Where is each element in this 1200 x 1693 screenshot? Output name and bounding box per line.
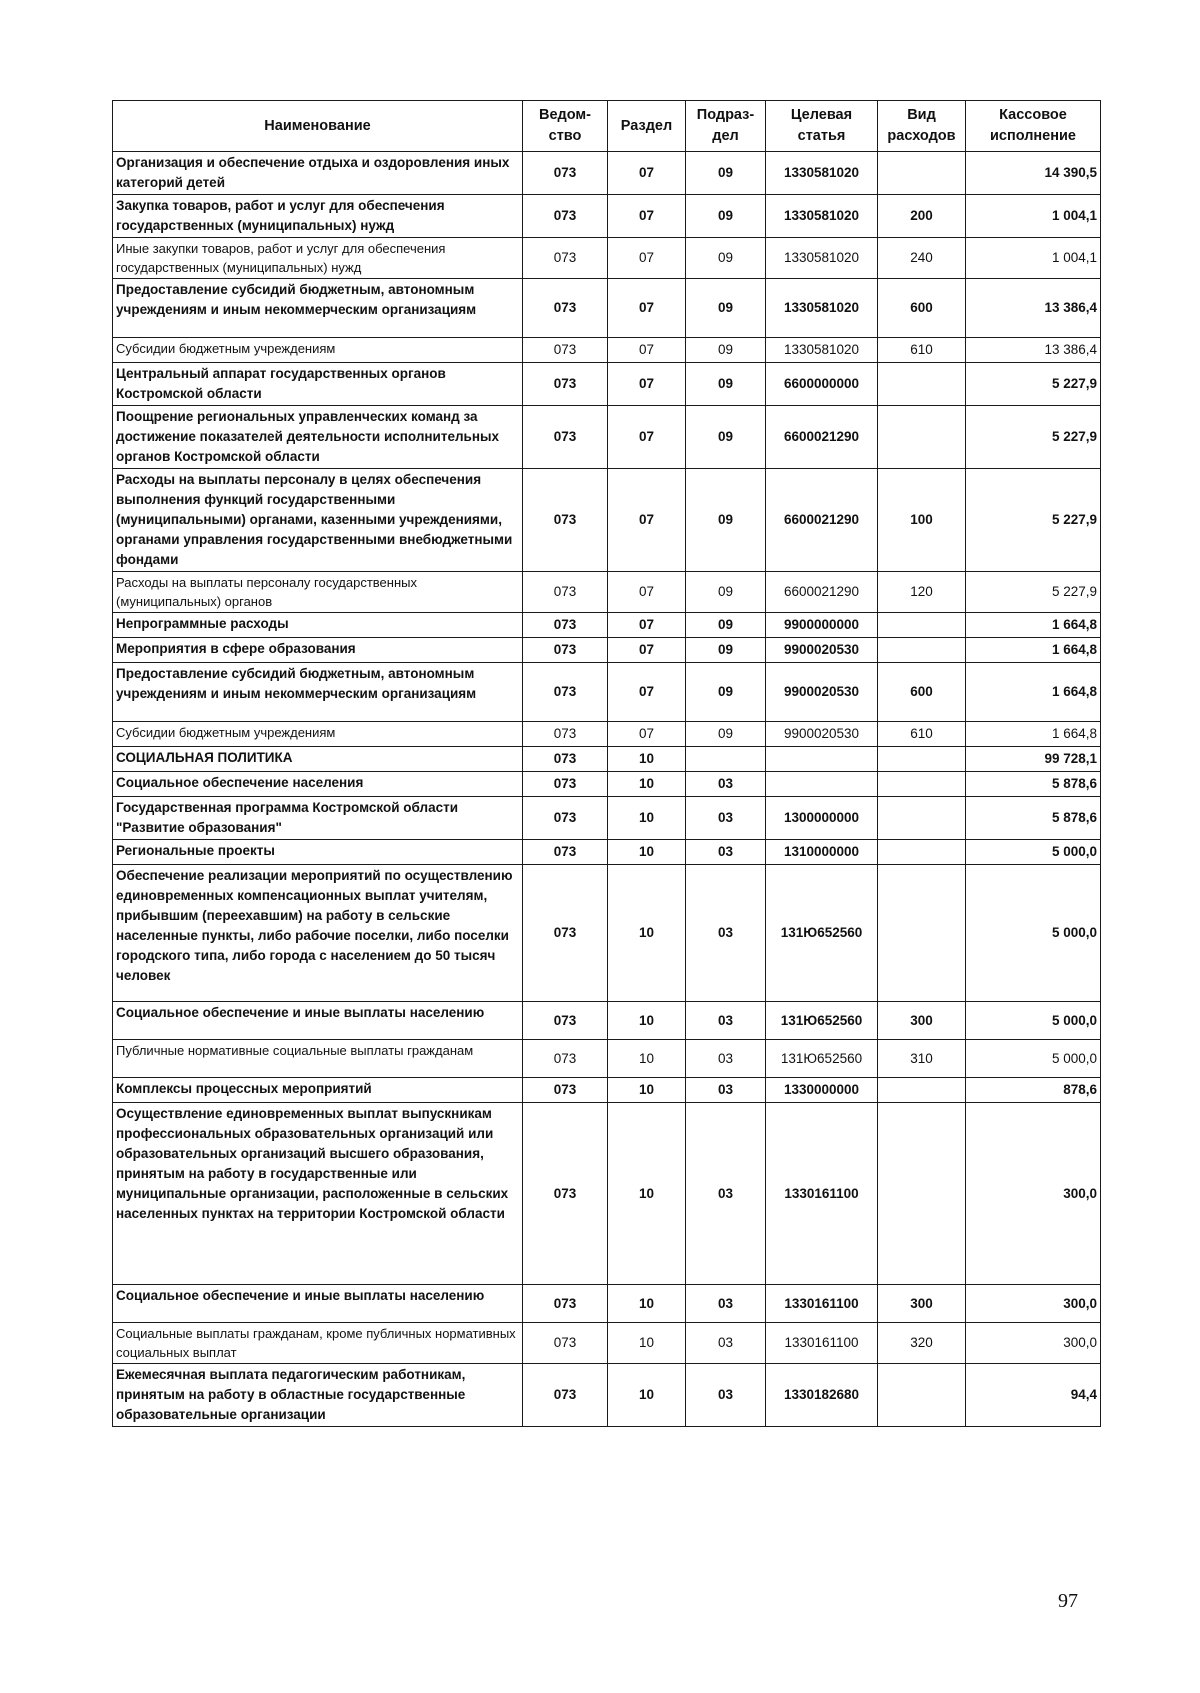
table-row [113,1364,1101,1427]
row-section-cell: 07 [608,638,686,663]
row-expense-type-cell [878,406,966,469]
row-subsection-cell: 09 [686,613,766,638]
row-target-article-cell: 6600021290 [766,469,878,572]
row-execution-cell: 5 227,9 [966,572,1101,613]
table-row [113,638,1101,663]
row-subsection-cell: 09 [686,363,766,406]
table-row [113,572,1101,613]
table-row [113,279,1101,338]
row-expense-type-cell: 100 [878,469,966,572]
row-section-cell: 07 [608,152,686,195]
row-department-cell: 073 [523,238,608,279]
table-row [113,840,1101,865]
table-row [113,747,1101,772]
row-target-article-cell [766,747,878,772]
row-execution-cell: 5 000,0 [966,1002,1101,1040]
row-expense-type-cell: 240 [878,238,966,279]
row-department-cell: 073 [523,1002,608,1040]
row-subsection-cell: 09 [686,338,766,363]
row-target-article-cell: 1330161100 [766,1285,878,1323]
row-execution-cell: 5 227,9 [966,363,1101,406]
row-department-cell: 073 [523,279,608,338]
row-expense-type-cell [878,1364,966,1427]
header-execution: Кассовое исполнение [966,101,1101,152]
row-target-article-cell: 1330000000 [766,1078,878,1103]
row-expense-type-cell [878,152,966,195]
row-section-cell: 10 [608,747,686,772]
row-target-article-cell: 131Ю652560 [766,865,878,1002]
row-target-article-cell: 1330581020 [766,338,878,363]
page-number: 97 [1058,1590,1078,1612]
row-subsection-cell: 03 [686,1323,766,1364]
row-expense-type-cell [878,865,966,1002]
row-name-cell: СОЦИАЛЬНАЯ ПОЛИТИКА [113,747,523,772]
row-department-cell: 073 [523,1040,608,1078]
row-section-cell: 10 [608,1040,686,1078]
row-expense-type-cell [878,1078,966,1103]
row-target-article-cell: 1330581020 [766,279,878,338]
row-section-cell: 07 [608,722,686,747]
row-subsection-cell: 09 [686,722,766,747]
table-row [113,1002,1101,1040]
row-name-cell: Социальное обеспечение и иные выплаты населению [113,1285,523,1323]
row-expense-type-cell [878,797,966,840]
row-target-article-cell [766,772,878,797]
row-execution-cell: 878,6 [966,1078,1101,1103]
row-expense-type-cell: 300 [878,1285,966,1323]
row-target-article-cell: 1330182680 [766,1364,878,1427]
row-section-cell: 07 [608,663,686,722]
row-execution-cell: 5 878,6 [966,797,1101,840]
row-execution-cell: 5 227,9 [966,469,1101,572]
row-department-cell: 073 [523,195,608,238]
row-subsection-cell: 09 [686,663,766,722]
row-department-cell: 073 [523,613,608,638]
row-department-cell: 073 [523,1364,608,1427]
table-row [113,195,1101,238]
row-execution-cell: 1 664,8 [966,722,1101,747]
row-section-cell: 10 [608,1078,686,1103]
row-section-cell: 10 [608,865,686,1002]
row-subsection-cell: 03 [686,1103,766,1285]
row-name-cell: Государственная программа Костромской области "Развитие образования" [113,797,523,840]
row-expense-type-cell: 610 [878,722,966,747]
row-execution-cell: 1 664,8 [966,613,1101,638]
row-target-article-cell: 1330161100 [766,1323,878,1364]
table-row [113,1103,1101,1285]
row-subsection-cell: 03 [686,797,766,840]
row-expense-type-cell: 600 [878,663,966,722]
row-department-cell: 073 [523,722,608,747]
row-expense-type-cell [878,613,966,638]
row-section-cell: 10 [608,772,686,797]
row-execution-cell: 13 386,4 [966,279,1101,338]
row-name-cell: Публичные нормативные социальные выплаты гражданам [113,1040,523,1078]
row-section-cell: 07 [608,572,686,613]
row-department-cell: 073 [523,572,608,613]
row-target-article-cell: 6600000000 [766,363,878,406]
row-name-cell: Центральный аппарат государственных органов Костромской области [113,363,523,406]
row-target-article-cell: 1310000000 [766,840,878,865]
table-body [113,152,1101,1427]
row-execution-cell: 5 000,0 [966,1040,1101,1078]
header-section: Раздел [608,101,686,152]
row-name-cell: Социальное обеспечение населения [113,772,523,797]
row-target-article-cell: 1330581020 [766,152,878,195]
row-department-cell: 073 [523,840,608,865]
row-expense-type-cell [878,772,966,797]
header-subsection: Подраз- дел [686,101,766,152]
row-department-cell: 073 [523,152,608,195]
row-name-cell: Комплексы процессных мероприятий [113,1078,523,1103]
row-expense-type-cell: 610 [878,338,966,363]
row-name-cell: Предоставление субсидий бюджетным, автономным учреждениям и иным некоммерческим организациям [113,663,523,722]
row-subsection-cell: 03 [686,1285,766,1323]
row-target-article-cell: 9900020530 [766,638,878,663]
row-name-cell: Организация и обеспечение отдыха и оздоровления иных категорий детей [113,152,523,195]
table-row [113,152,1101,195]
row-execution-cell: 13 386,4 [966,338,1101,363]
table-row [113,469,1101,572]
table-row [113,363,1101,406]
row-execution-cell: 300,0 [966,1103,1101,1285]
table-row [113,1323,1101,1364]
row-department-cell: 073 [523,747,608,772]
header-expense-type: Вид расходов [878,101,966,152]
row-section-cell: 07 [608,238,686,279]
row-department-cell: 073 [523,797,608,840]
row-expense-type-cell: 300 [878,1002,966,1040]
row-section-cell: 07 [608,279,686,338]
row-name-cell: Расходы на выплаты персоналу государственных (муниципальных) органов [113,572,523,613]
row-target-article-cell: 6600021290 [766,406,878,469]
row-execution-cell: 5 227,9 [966,406,1101,469]
row-department-cell: 073 [523,772,608,797]
row-department-cell: 073 [523,638,608,663]
row-expense-type-cell [878,840,966,865]
row-name-cell: Обеспечение реализации мероприятий по осуществлению единовременных компенсационных выплат учителям, прибывшим (переехавшим) на работу в сельские населенные пункты, либо рабочие поселки, либо поселки городского типа, либо города с населением до 50 тысяч человек [113,865,523,1002]
row-department-cell: 073 [523,406,608,469]
row-subsection-cell: 09 [686,572,766,613]
row-section-cell: 10 [608,1103,686,1285]
row-expense-type-cell [878,747,966,772]
table-row [113,406,1101,469]
row-expense-type-cell [878,638,966,663]
row-subsection-cell: 03 [686,1040,766,1078]
row-target-article-cell: 131Ю652560 [766,1002,878,1040]
row-section-cell: 10 [608,1002,686,1040]
row-section-cell: 10 [608,840,686,865]
row-expense-type-cell [878,1103,966,1285]
row-department-cell: 073 [523,1103,608,1285]
row-name-cell: Ежемесячная выплата педагогическим работникам, принятым на работу в областные государственные образовательные организации [113,1364,523,1427]
row-name-cell: Региональные проекты [113,840,523,865]
row-subsection-cell: 03 [686,840,766,865]
row-execution-cell: 99 728,1 [966,747,1101,772]
table-row [113,613,1101,638]
row-expense-type-cell: 200 [878,195,966,238]
row-name-cell: Иные закупки товаров, работ и услуг для обеспечения государственных (муниципальных) нужд [113,238,523,279]
row-subsection-cell: 03 [686,1364,766,1427]
table-header-row [113,101,1101,152]
row-name-cell: Мероприятия в сфере образования [113,638,523,663]
row-department-cell: 073 [523,338,608,363]
row-name-cell: Закупка товаров, работ и услуг для обеспечения государственных (муниципальных) нужд [113,195,523,238]
header-name: Наименование [113,101,523,152]
row-name-cell: Субсидии бюджетным учреждениям [113,338,523,363]
row-expense-type-cell: 600 [878,279,966,338]
row-department-cell: 073 [523,469,608,572]
row-section-cell: 07 [608,469,686,572]
row-department-cell: 073 [523,865,608,1002]
row-execution-cell: 300,0 [966,1323,1101,1364]
row-subsection-cell: 09 [686,469,766,572]
row-subsection-cell: 09 [686,279,766,338]
row-department-cell: 073 [523,363,608,406]
row-subsection-cell: 03 [686,1002,766,1040]
row-expense-type-cell [878,363,966,406]
table-row [113,1078,1101,1103]
row-subsection-cell [686,747,766,772]
row-name-cell: Непрограммные расходы [113,613,523,638]
row-target-article-cell: 1300000000 [766,797,878,840]
row-target-article-cell: 9900020530 [766,663,878,722]
row-section-cell: 10 [608,1364,686,1427]
header-department: Ведом- ство [523,101,608,152]
row-section-cell: 07 [608,406,686,469]
row-name-cell: Субсидии бюджетным учреждениям [113,722,523,747]
row-subsection-cell: 03 [686,865,766,1002]
table-row [113,1040,1101,1078]
table-row [113,865,1101,1002]
row-subsection-cell: 09 [686,238,766,279]
table-row [113,772,1101,797]
row-expense-type-cell: 310 [878,1040,966,1078]
table-row [113,338,1101,363]
row-section-cell: 07 [608,338,686,363]
row-execution-cell: 300,0 [966,1285,1101,1323]
row-subsection-cell: 09 [686,152,766,195]
row-target-article-cell: 9900000000 [766,613,878,638]
row-name-cell: Социальное обеспечение и иные выплаты населению [113,1002,523,1040]
row-target-article-cell: 1330581020 [766,238,878,279]
row-subsection-cell: 09 [686,638,766,663]
table-row [113,238,1101,279]
row-name-cell: Расходы на выплаты персоналу в целях обеспечения выполнения функций государственными (муниципальными) органами, казенными учреждениями, органами управления государственными внебюджетными фондами [113,469,523,572]
row-subsection-cell: 09 [686,406,766,469]
row-department-cell: 073 [523,1285,608,1323]
row-target-article-cell: 1330581020 [766,195,878,238]
row-section-cell: 07 [608,195,686,238]
row-department-cell: 073 [523,1078,608,1103]
row-section-cell: 10 [608,797,686,840]
row-name-cell: Поощрение региональных управленческих команд за достижение показателей деятельности исполнительных органов Костромской области [113,406,523,469]
row-target-article-cell: 6600021290 [766,572,878,613]
row-section-cell: 10 [608,1285,686,1323]
row-target-article-cell: 1330161100 [766,1103,878,1285]
row-section-cell: 07 [608,363,686,406]
table-row [113,663,1101,722]
row-execution-cell: 1 004,1 [966,195,1101,238]
row-expense-type-cell: 320 [878,1323,966,1364]
row-name-cell: Предоставление субсидий бюджетным, автономным учреждениям и иным некоммерческим организациям [113,279,523,338]
row-name-cell: Социальные выплаты гражданам, кроме публичных нормативных социальных выплат [113,1323,523,1364]
budget-execution-table [112,100,1101,1427]
header-target-article: Целевая статья [766,101,878,152]
row-target-article-cell: 9900020530 [766,722,878,747]
row-execution-cell: 5 000,0 [966,840,1101,865]
row-subsection-cell: 03 [686,1078,766,1103]
row-execution-cell: 5 000,0 [966,865,1101,1002]
row-execution-cell: 1 664,8 [966,663,1101,722]
row-execution-cell: 1 664,8 [966,638,1101,663]
row-expense-type-cell: 120 [878,572,966,613]
row-section-cell: 10 [608,1323,686,1364]
row-execution-cell: 5 878,6 [966,772,1101,797]
row-execution-cell: 1 004,1 [966,238,1101,279]
row-subsection-cell: 03 [686,772,766,797]
row-subsection-cell: 09 [686,195,766,238]
table-row [113,722,1101,747]
row-department-cell: 073 [523,663,608,722]
row-section-cell: 07 [608,613,686,638]
row-name-cell: Осуществление единовременных выплат выпускникам профессиональных образовательных организаций или образовательных организаций высшего образования, принятым на работу в государственные или муниципальные организации, расположенные в сельских населенных пунктах на территории Костромской области [113,1103,523,1285]
row-department-cell: 073 [523,1323,608,1364]
row-target-article-cell: 131Ю652560 [766,1040,878,1078]
row-execution-cell: 94,4 [966,1364,1101,1427]
table-row [113,797,1101,840]
table-row [113,1285,1101,1323]
row-execution-cell: 14 390,5 [966,152,1101,195]
